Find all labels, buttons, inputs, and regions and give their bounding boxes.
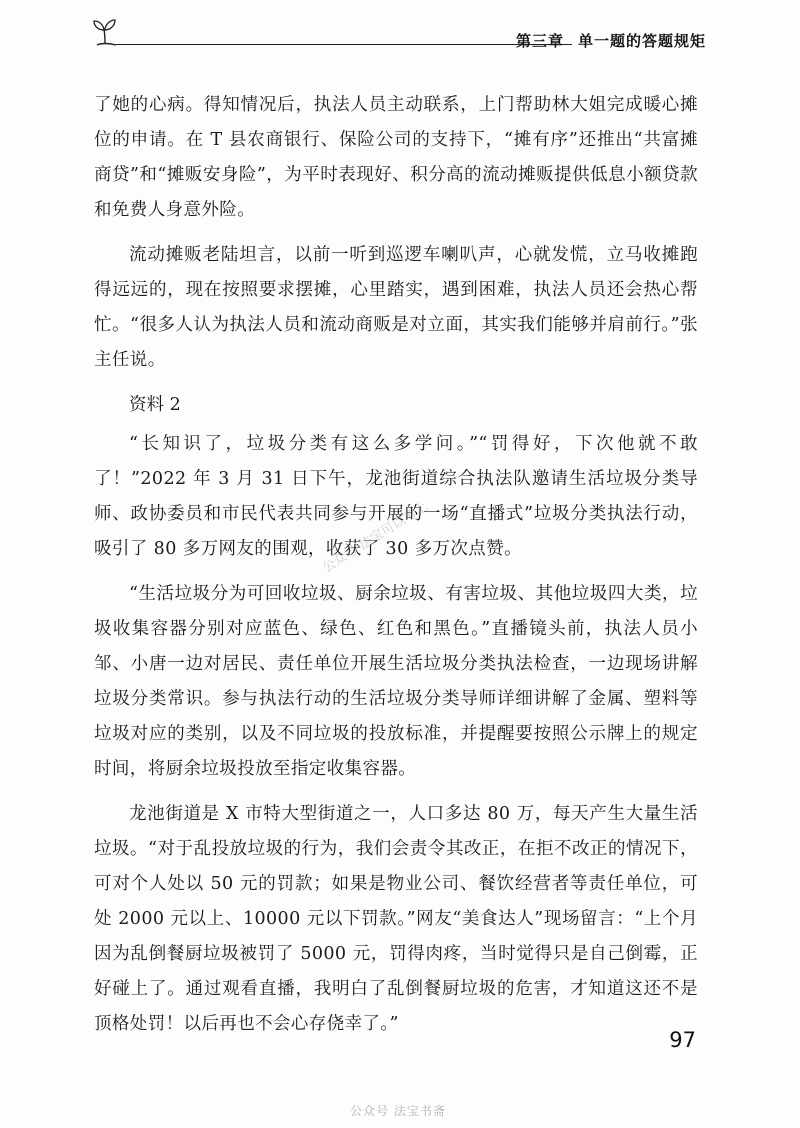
section-label: 资料 2: [129, 395, 181, 415]
chapter-title: 单一题的答题规矩: [577, 32, 706, 50]
body-text: [94, 88, 698, 1052]
running-header: [88, 14, 708, 54]
chapter-number: 第三章: [515, 32, 564, 50]
paragraph-1: 了她的心病。得知情况后，执法人员主动联系，上门帮助林大姐完成暖心摊位的申请。在 T 县农商银行、保险公司的支持下，“摊有序”还推出“共富摊商贷”和“摊贩安身险”，为平时表现好、积分高的流动摊贩提供低息小额贷款和免费人身意外险。: [94, 95, 698, 220]
paragraph-3: “长知识了，垃圾分类有这么多学问。”“罚得好，下次他就不敢了！”2022 年 3 月 31 日下午，龙池街道综合执法队邀请生活垃圾分类导师、政协委员和市民代表共同参与开展的一场“直播式”垃圾分类执法行动，吸引了 80 多万网友的围观，收获了 30 多万次点赞。: [94, 434, 698, 559]
header-rule: [116, 44, 572, 45]
footer-watermark: 公众号 法宝书斋: [350, 1104, 446, 1118]
header-title: [516, 30, 706, 51]
sprout-icon: [92, 16, 118, 46]
paragraph-2: 流动摊贩老陆坦言，以前一听到巡逻车喇叭声，心就发慌，立马收摊跑得远远的，现在按照要求摆摊，心里踏实，遇到困难，执法人员还会热心帮忙。“很多人认为执法人员和流动商贩是对立面，其实我们能够并肩前行。”张主任说。: [94, 245, 698, 370]
paragraph-5: 龙池街道是 X 市特大型街道之一，人口多达 80 万，每天产生大量生活垃圾。“对于乱投放垃圾的行为，我们会责令其改正，在拒不改正的情况下，可对个人处以 50 元的罚款；如果是物业公司、餐饮经营者等责任单位，可处 2000 元以上、10000 元以下罚款。”网友“美食达人”现场留言：“上个月因为乱倒餐厨垃圾被罚了 5000 元，罚得肉疼，当时觉得只是自己倒霉，正好碰上了。通过观看直播，我明白了乱倒餐厨垃圾的危害，才知道这还不是顶格处罚！以后再也不会心存侥幸了。”: [94, 804, 698, 1034]
page-number: 97: [669, 1028, 696, 1052]
paragraph-4: “生活垃圾分为可回收垃圾、厨余垃圾、有害垃圾、其他垃圾四大类，垃圾收集容器分别对应蓝色、绿色、红色和黑色。”直播镜头前，执法人员小邹、小唐一边对居民、责任单位开展生活垃圾分类执法检查，一边现场讲解垃圾分类常识。参与执法行动的生活垃圾分类导师详细讲解了金属、塑料等垃圾对应的类别，以及不同垃圾的投放标准，并提醒要按照公示牌上的规定时间，将厨余垃圾投放至指定收集容器。: [94, 584, 698, 779]
watermark: 公众号 法宝可以考上: [320, 499, 431, 577]
